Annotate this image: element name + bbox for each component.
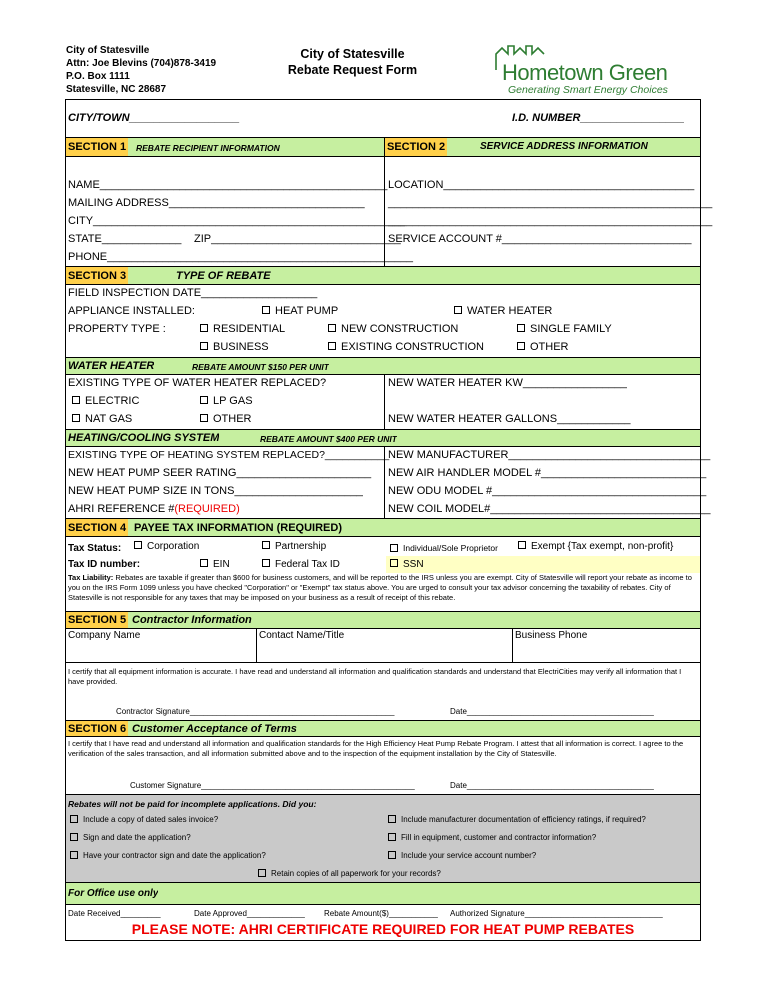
service-account-field[interactable]: SERVICE ACCOUNT #_______________________________ — [388, 233, 692, 245]
org-line: City of Statesville — [66, 45, 150, 56]
water-heater-amount: REBATE AMOUNT $150 PER UNIT — [192, 362, 329, 372]
lp-gas-checkbox[interactable]: LP GAS — [200, 395, 253, 407]
customer-date-field[interactable]: Date__________________________________________ — [450, 781, 654, 790]
org-line: Statesville, NC 28687 — [66, 84, 167, 95]
coil-model-field[interactable]: NEW COIL MODEL#____________________________________ — [388, 503, 711, 515]
heat-pump-checkbox[interactable]: HEAT PUMP — [262, 305, 338, 317]
authorized-signature-field[interactable]: Authorized Signature_______________________________ — [450, 909, 663, 918]
single-family-checkbox[interactable]: SINGLE FAMILY — [517, 323, 612, 335]
partnership-checkbox[interactable]: Partnership — [262, 541, 326, 552]
heating-cooling-title: HEATING/COOLING SYSTEM — [68, 432, 220, 444]
electric-checkbox[interactable]: ELECTRIC — [72, 395, 139, 407]
ahri-note-row — [66, 921, 700, 941]
tax-liability-label: Tax Liability: — [68, 573, 114, 582]
individual-checkbox[interactable]: Individual/Sole Proprietor — [390, 543, 498, 553]
phone-field[interactable]: PHONE__________________________________________________ — [68, 251, 414, 263]
section-3-header — [66, 267, 700, 285]
tax-liability-text — [68, 573, 698, 603]
heating-cooling-header — [66, 430, 700, 447]
water-heater-checkbox[interactable]: WATER HEATER — [454, 305, 552, 317]
section-5-header — [66, 612, 700, 629]
tax-liability-body: Rebates are taxable if greater than $600 for business customers, and will be reported to the IRS unless you are exempt. City of Statesville will report your rebate as income to you on the IRS Form 1099 unless you have checked "Corporation" or "Exempt" tax status above. You are urged to consult your tax advisor concerning the taxability of rebates. City of Statesville is not responsible for any taxes that may be imposed on your business as a result of receipt of this rebate. — [68, 573, 692, 602]
business-checkbox[interactable]: BUSINESS — [200, 341, 269, 353]
checklist-item[interactable]: Include manufacturer documentation of efficiency ratings, if required? — [388, 815, 646, 824]
incomplete-application-checklist — [66, 795, 700, 883]
office-use-header — [66, 883, 700, 905]
title-line: Rebate Request Form — [287, 63, 418, 77]
appliance-label: APPLIANCE INSTALLED: — [68, 305, 195, 317]
ssn-checkbox[interactable]: SSN — [390, 559, 424, 570]
section-5-title: Contractor Information — [132, 614, 252, 626]
heating-cooling-amount: REBATE AMOUNT $400 PER UNIT — [260, 434, 397, 444]
seer-rating-field[interactable]: NEW HEAT PUMP SEER RATING______________________ — [68, 467, 372, 479]
rebate-form — [65, 99, 713, 941]
field-inspection-date[interactable]: FIELD INSPECTION DATE___________________ — [68, 287, 318, 299]
business-phone-field[interactable]: Business Phone — [515, 630, 588, 641]
location-field[interactable]: LOCATION_________________________________________ — [388, 179, 695, 191]
exempt-checkbox[interactable]: Exempt {Tax exempt, non-profit} — [518, 541, 673, 552]
logo-name: Hometown Green — [502, 60, 668, 85]
rebate-amount-field[interactable]: Rebate Amount($)___________ — [324, 909, 438, 918]
location-line-2[interactable]: _____________________________________________________ — [388, 197, 713, 209]
city-town-field[interactable]: CITY/TOWN__________________ — [68, 112, 240, 124]
contractor-date-field[interactable]: Date__________________________________________ — [450, 707, 654, 716]
section-3-tag: SECTION 3 — [66, 267, 128, 284]
section-6-tag: SECTION 6 — [68, 723, 127, 735]
checklist-item[interactable]: Have your contractor sign and date the application? — [70, 851, 266, 860]
ahri-label: AHRI REFERENCE # — [68, 503, 175, 515]
section-1-tag: SECTION 1 — [66, 138, 128, 156]
checklist-heading: Rebates will not be paid for incomplete applications. Did you: — [68, 799, 317, 809]
section-4-header — [66, 519, 700, 537]
section-1-2-body — [66, 157, 713, 267]
federal-tax-id-checkbox[interactable]: Federal Tax ID — [262, 559, 340, 570]
section-6-title: Customer Acceptance of Terms — [132, 723, 297, 735]
date-approved-field[interactable]: Date Approved_____________ — [194, 909, 305, 918]
office-use-title: For Office use only — [68, 888, 159, 899]
checklist-item[interactable]: Retain copies of all paperwork for your records? — [258, 869, 441, 878]
date-received-field[interactable]: Date Received_________ — [68, 909, 161, 918]
water-heater-body — [66, 375, 700, 430]
org-line: P.O. Box 1111 — [66, 71, 130, 82]
name-field[interactable]: NAME_______________________________________________ — [68, 179, 388, 191]
form-title — [270, 46, 435, 78]
contractor-signature-field[interactable]: Contractor Signature______________________________________________ — [116, 707, 395, 716]
property-type-label: PROPERTY TYPE : — [68, 323, 166, 335]
tax-status-label: Tax Status: — [68, 543, 122, 554]
mailing-address-field[interactable]: MAILING ADDRESS________________________________ — [68, 197, 365, 209]
section-4-tag: SECTION 4 — [66, 519, 128, 536]
other-water-heater-checkbox[interactable]: OTHER — [200, 413, 252, 425]
water-heater-gallons-field[interactable]: NEW WATER HEATER GALLONS____________ — [388, 413, 631, 425]
water-heater-header — [66, 358, 700, 375]
section-3-body — [66, 285, 700, 358]
office-use-fields — [66, 905, 700, 921]
section-4-title: PAYEE TAX INFORMATION (REQUIRED) — [134, 522, 342, 534]
location-line-3[interactable]: _____________________________________________________ — [388, 215, 713, 227]
section-2-title: SERVICE ADDRESS INFORMATION — [480, 141, 648, 152]
section-1-title: REBATE RECIPIENT INFORMATION — [136, 143, 280, 153]
checklist-item[interactable]: Sign and date the application? — [70, 833, 191, 842]
id-number-field[interactable]: I.D. NUMBER_________________ — [512, 112, 685, 124]
section-1-2-header — [66, 138, 700, 157]
city-id-row — [66, 100, 700, 138]
customer-certify-text: I certify that I have read and understand all information and qualification standards for the High Efficiency Heat Pump Rebate Program. I attest that all information is correct. I agree to the verification of the sales transaction, and all information submitted above and to the inspection of the equipment installation by the City of Statesville. — [68, 739, 684, 758]
state-field[interactable]: STATE_____________ — [68, 233, 182, 245]
hometown-green-logo — [490, 42, 700, 98]
section-2-tag: SECTION 2 — [385, 138, 447, 156]
section-6-header — [66, 721, 700, 737]
odu-model-field[interactable]: NEW ODU MODEL #___________________________________ — [388, 485, 707, 497]
existing-heating-system-field[interactable]: EXISTING TYPE OF HEATING SYSTEM REPLACED?___________ — [68, 449, 390, 461]
contractor-certify-text: I certify that all equipment information is accurate. I have read and understand all information and qualification standards and understand that ElectriCities may verify all information that I have provided. — [68, 667, 682, 686]
org-line: Attn: Joe Blevins (704)878-3419 — [66, 58, 217, 69]
tax-id-label: Tax ID number: — [68, 559, 141, 570]
checklist-item[interactable]: Fill in equipment, customer and contractor information? — [388, 833, 596, 842]
section-4-body — [66, 537, 700, 612]
existing-water-heater-label: EXISTING TYPE OF WATER HEATER REPLACED? — [68, 377, 327, 389]
ahri-certificate-note: PLEASE NOTE: AHRI CERTIFICATE REQUIRED FOR HEAT PUMP REBATES — [131, 921, 635, 937]
new-manufacturer-field[interactable]: NEW MANUFACTURER_________________________________ — [388, 449, 711, 461]
contractor-columns — [66, 629, 700, 663]
logo-tagline: Generating Smart Energy Choices — [508, 84, 668, 96]
other-property-checkbox[interactable]: OTHER — [517, 341, 569, 353]
water-heater-kw-field[interactable]: NEW WATER HEATER KW_________________ — [388, 377, 627, 389]
existing-construction-checkbox[interactable]: EXISTING CONSTRUCTION — [328, 341, 484, 353]
org-address — [66, 44, 216, 96]
ssn-highlight — [386, 556, 700, 573]
contractor-certification — [66, 663, 700, 721]
title-line: City of Statesville — [300, 47, 405, 61]
ahri-required-label: (REQUIRED) — [174, 503, 240, 515]
heat-pump-size-field[interactable]: NEW HEAT PUMP SIZE IN TONS_____________________ — [68, 485, 363, 497]
ein-checkbox[interactable]: EIN — [200, 559, 230, 570]
zip-field[interactable]: ZIP_______________________________ — [194, 233, 401, 245]
nat-gas-checkbox[interactable]: NAT GAS — [72, 413, 132, 425]
ahri-reference-field[interactable] — [68, 503, 240, 515]
heating-cooling-body — [66, 447, 711, 519]
corporation-checkbox[interactable]: Corporation — [134, 541, 199, 552]
section-3-title: TYPE OF REBATE — [176, 270, 271, 282]
checklist-item[interactable]: Include a copy of dated sales invoice? — [70, 815, 218, 824]
customer-acceptance — [66, 737, 700, 795]
city-field[interactable]: CITY___________________________________________________ — [68, 215, 406, 227]
contact-name-field[interactable]: Contact Name/Title — [259, 630, 345, 641]
new-construction-checkbox[interactable]: NEW CONSTRUCTION — [328, 323, 458, 335]
section-5-tag: SECTION 5 — [68, 614, 127, 626]
checklist-item[interactable]: Include your service account number? — [388, 851, 536, 860]
air-handler-model-field[interactable]: NEW AIR HANDLER MODEL #___________________________ — [388, 467, 707, 479]
company-name-field[interactable]: Company Name — [68, 630, 141, 641]
customer-signature-field[interactable]: Customer Signature________________________________________________ — [130, 781, 415, 790]
residential-checkbox[interactable]: RESIDENTIAL — [200, 323, 285, 335]
water-heater-title: WATER HEATER — [68, 360, 155, 372]
